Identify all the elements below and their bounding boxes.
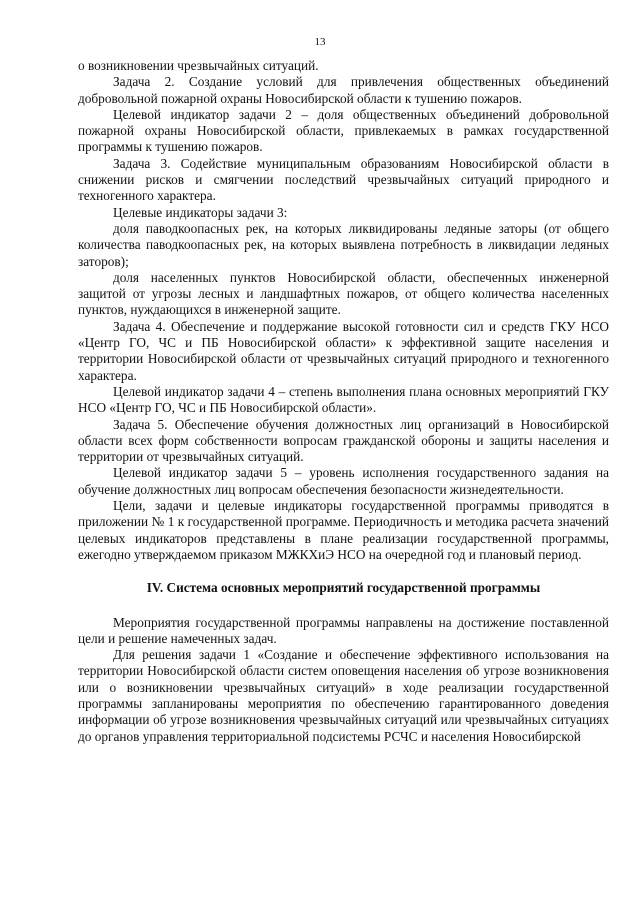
paragraph: Целевой индикатор задачи 2 – доля общественных объединений добровольной пожарной охраны Новосибирской области, привлекаемых в рамках государственной программы к тушению пожаров. [78, 106, 609, 155]
document-body [78, 58, 609, 745]
paragraph: Целевой индикатор задачи 4 – степень выполнения плана основных мероприятий ГКУ НСО «Центр ГО, ЧС и ПБ Новосибирской области». [78, 383, 609, 416]
paragraph: Задача 5. Обеспечение обучения должностных лиц организаций в Новосибирской области всех форм собственности вопросам гражданской обороны и защиты населения и территории от чрезвычайных ситуаций. [78, 416, 609, 465]
paragraph: доля паводкоопасных рек, на которых ликвидированы ледяные заторы (от общего количества паводкоопасных рек, на которых выявлена потребность в ликвидации ледяных заторов); [78, 220, 609, 269]
section-title: IV. Система основных мероприятий государственной программы [146, 580, 541, 596]
paragraph: Для решения задачи 1 «Создание и обеспечение эффективного использования на территории Новосибирской области систем оповещения населения об угрозе возникновения или о возникновении чрезвычайных ситуаций» в ходе реализации государственной программы запланированы мероприятия по обеспечению гарантированного доведения информации об угрозе возникновения чрезвычайных ситуаций или чрезвычайных ситуациях до органов управления территориальной подсистемы РСЧС и населения Новосибирской [78, 647, 609, 744]
paragraph: доля населенных пунктов Новосибирской области, обеспеченных инженерной защитой от угрозы лесных и ландшафтных пожаров, от общего количества населенных пунктов, нуждающихся в инженерной защите. [78, 269, 609, 318]
paragraph: Задача 2. Создание условий для привлечения общественных объединений добровольной пожарной охраны Новосибирской области к тушению пожаров. [78, 74, 609, 106]
page-number: 13 [314, 36, 326, 48]
paragraph: Целевые индикаторы задачи 3: [113, 204, 288, 220]
paragraph: Мероприятия государственной программы направлены на достижение поставленной цели и решение намеченных задач. [78, 614, 609, 646]
paragraph: Целевой индикатор задачи 5 – уровень исполнения государственного задания на обучение должностных лиц вопросам обеспечения безопасности жизнедеятельности. [78, 465, 609, 497]
paragraph: Задача 4. Обеспечение и поддержание высокой готовности сил и средств ГКУ НСО «Центр ГО, ЧС и ПБ Новосибирской области» к эффективной защите населения и территории Новосибирской области от чрезвычайных ситуаций природного и техногенного характера. [78, 318, 609, 383]
paragraph: о возникновении чрезвычайных ситуаций. [78, 58, 319, 73]
paragraph: Задача 3. Содействие муниципальным образованиям Новосибирской области в снижении рисков и смягчении последствий чрезвычайных ситуаций природного и техногенного характера. [78, 155, 609, 204]
paragraph: Цели, задачи и целевые индикаторы государственной программы приводятся в приложении № 1 к государственной программе. Периодичность и методика расчета значений целевых индикаторов представлены в плане реализации государственной программы, ежегодно утверждаемом приказом МЖКХиЭ НСО на очередной год и плановый период. [78, 498, 609, 562]
